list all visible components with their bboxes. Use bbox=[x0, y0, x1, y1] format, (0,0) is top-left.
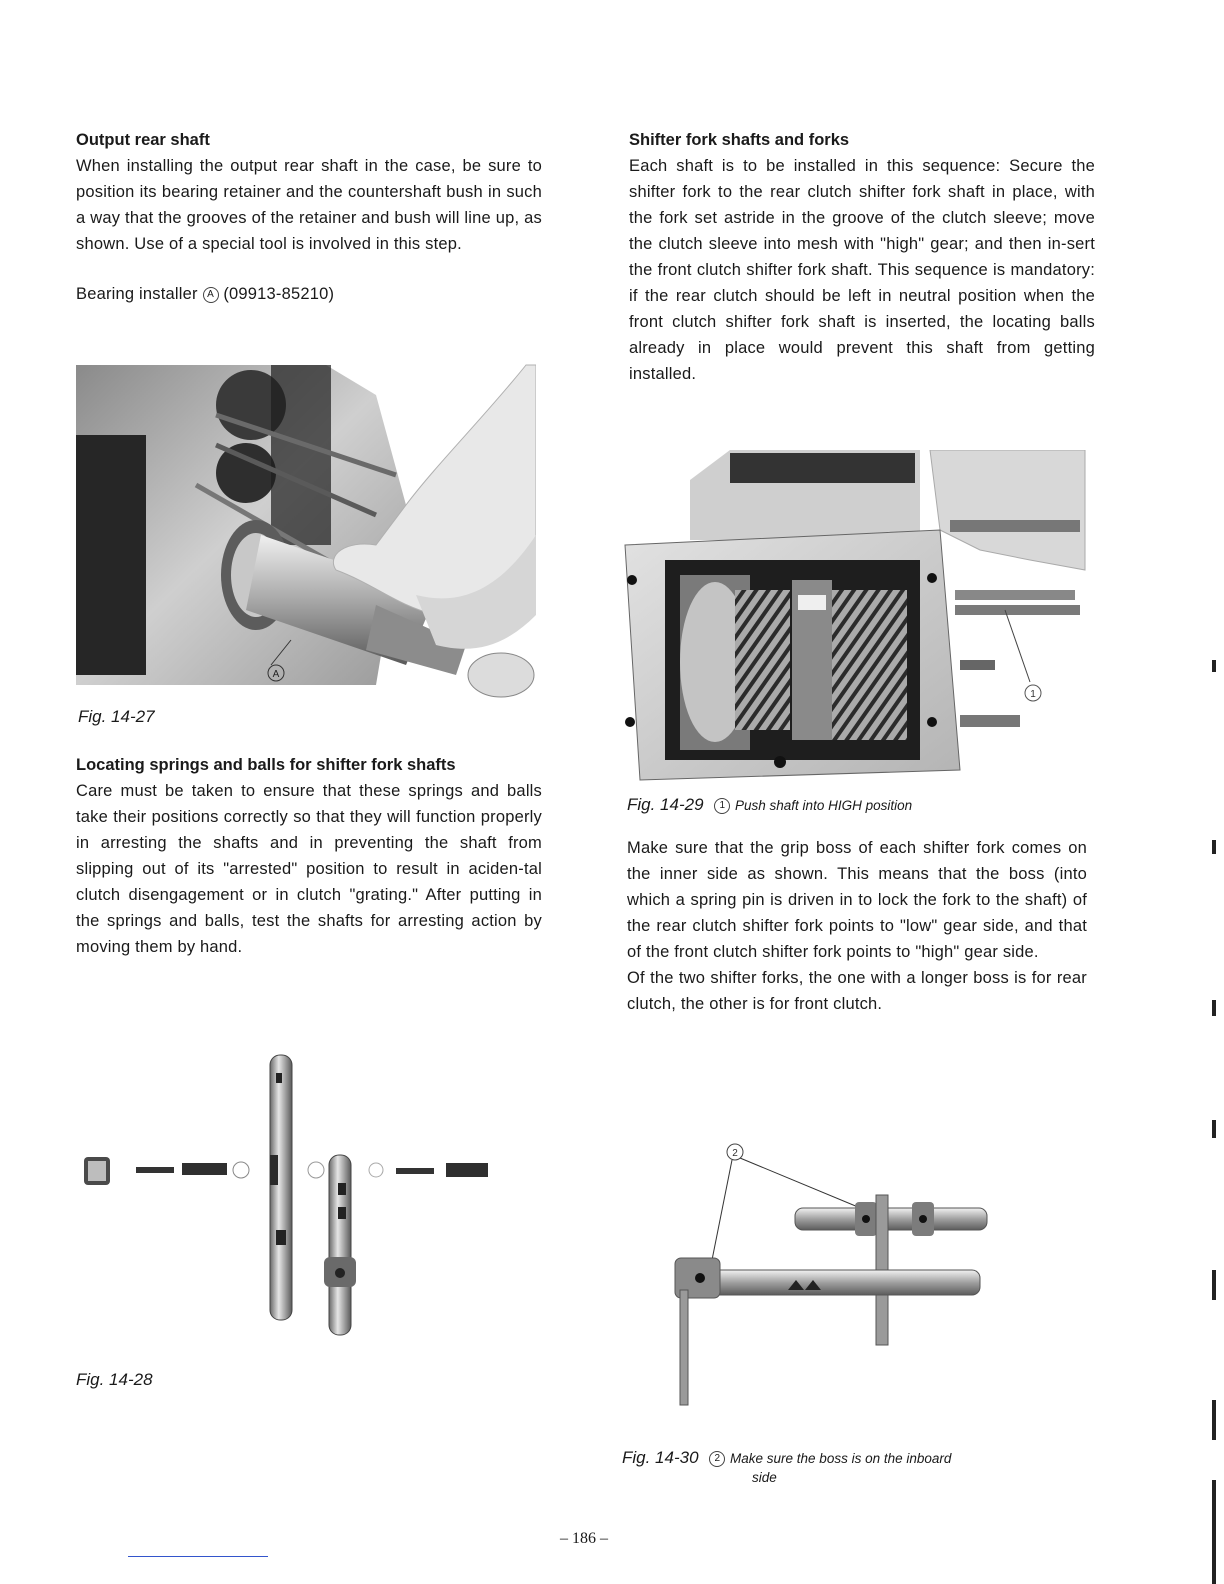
scan-edge-mark bbox=[1212, 1270, 1216, 1300]
fig-14-30-photo bbox=[660, 1140, 1000, 1410]
grip-boss-body-1: Make sure that the grip boss of each shifter fork comes on the inner side as shown. This means that the boss (into which a spring pin is driven in to lock the fork to the shaft) of the rear clutch shifter fork points to "low" gear side, and that of the front clutch shifter fork points to "high" gear side. bbox=[627, 839, 1087, 961]
fig-14-28-caption: Fig. 14-28 bbox=[76, 1370, 153, 1389]
output-rear-shaft-body: When installing the output rear shaft in the case, be sure to position its bearing retainer and the countershaft bush in such a way that the grooves of the retainer and bush will line up, as shown. Use of a special tool is involved in this step. bbox=[76, 157, 542, 253]
scan-edge-mark bbox=[1212, 1480, 1216, 1584]
fig-14-30-marker: 2 bbox=[709, 1451, 725, 1467]
fig-14-27-caption: Fig. 14-27 bbox=[78, 707, 155, 726]
left-column bbox=[76, 127, 542, 307]
locating-springs-body: Care must be taken to ensure that these springs and balls take their positions correctly so that they will function properly in arresting the shafts and in preventing the shaft from slipping out of its "arrested" position to result in aciden-tal clutch disengagement or in clutch "grating." After putting in the springs and balls, test the shafts for arresting action by moving them by hand. bbox=[76, 782, 542, 956]
scan-edge-mark bbox=[1212, 660, 1216, 672]
fig-14-29-caption-line bbox=[627, 795, 912, 815]
fig-14-29-photo bbox=[620, 450, 1090, 795]
fig-14-30-note-1: Make sure the boss is on the inboard bbox=[730, 1451, 952, 1466]
tool-code: (09913-85210) bbox=[223, 285, 335, 303]
fig-14-29-note: Push shaft into HIGH position bbox=[735, 798, 913, 813]
fig-14-30-caption-block bbox=[622, 1448, 1082, 1487]
bearing-installer-line bbox=[76, 281, 542, 307]
fig-14-29-caption: Fig. 14-29 bbox=[627, 795, 704, 814]
callout-2-label: 2 bbox=[732, 1148, 738, 1159]
grip-boss-section bbox=[627, 835, 1087, 1017]
page-number: – 186 – bbox=[560, 1530, 608, 1547]
fig-14-27-photo bbox=[76, 355, 536, 703]
fig-14-29-marker: 1 bbox=[714, 798, 730, 814]
scan-edge-mark bbox=[1212, 840, 1216, 854]
fig-14-30-note-2: side bbox=[752, 1470, 777, 1485]
bottom-rule bbox=[128, 1556, 268, 1557]
locating-springs-section bbox=[76, 752, 542, 960]
scan-edge-mark bbox=[1212, 1120, 1216, 1138]
output-rear-shaft-heading: Output rear shaft bbox=[76, 131, 210, 149]
shifter-fork-heading: Shifter fork shafts and forks bbox=[629, 131, 850, 149]
tool-marker: A bbox=[203, 287, 219, 303]
right-column bbox=[629, 127, 1095, 387]
tool-prefix: Bearing installer bbox=[76, 285, 198, 303]
callout-1-label: 1 bbox=[1030, 689, 1036, 700]
shifter-fork-body: Each shaft is to be installed in this sequence: Secure the shifter fork to the rear clutch shifter fork shaft in place, with the fork set astride in the groove of the clutch sleeve; move the clutch sleeve into mesh with "high" gear; and then in-sert the front clutch shifter fork shaft. This sequence is mandatory: if the rear clutch should be left in neutral position when the front clutch shifter fork shaft is inserted, the locating balls already in place would prevent this shaft from getting installed. bbox=[629, 157, 1095, 383]
fig-14-28-photo bbox=[76, 1045, 496, 1345]
scan-edge-mark bbox=[1212, 1000, 1216, 1016]
fig-14-30-caption: Fig. 14-30 bbox=[622, 1448, 699, 1467]
callout-a-label: A bbox=[272, 669, 280, 680]
grip-boss-body-2: Of the two shifter forks, the one with a longer boss is for rear clutch, the other is for front clutch. bbox=[627, 969, 1087, 1013]
scan-edge-mark bbox=[1212, 1400, 1216, 1440]
locating-springs-heading: Locating springs and balls for shifter fork shafts bbox=[76, 756, 456, 774]
